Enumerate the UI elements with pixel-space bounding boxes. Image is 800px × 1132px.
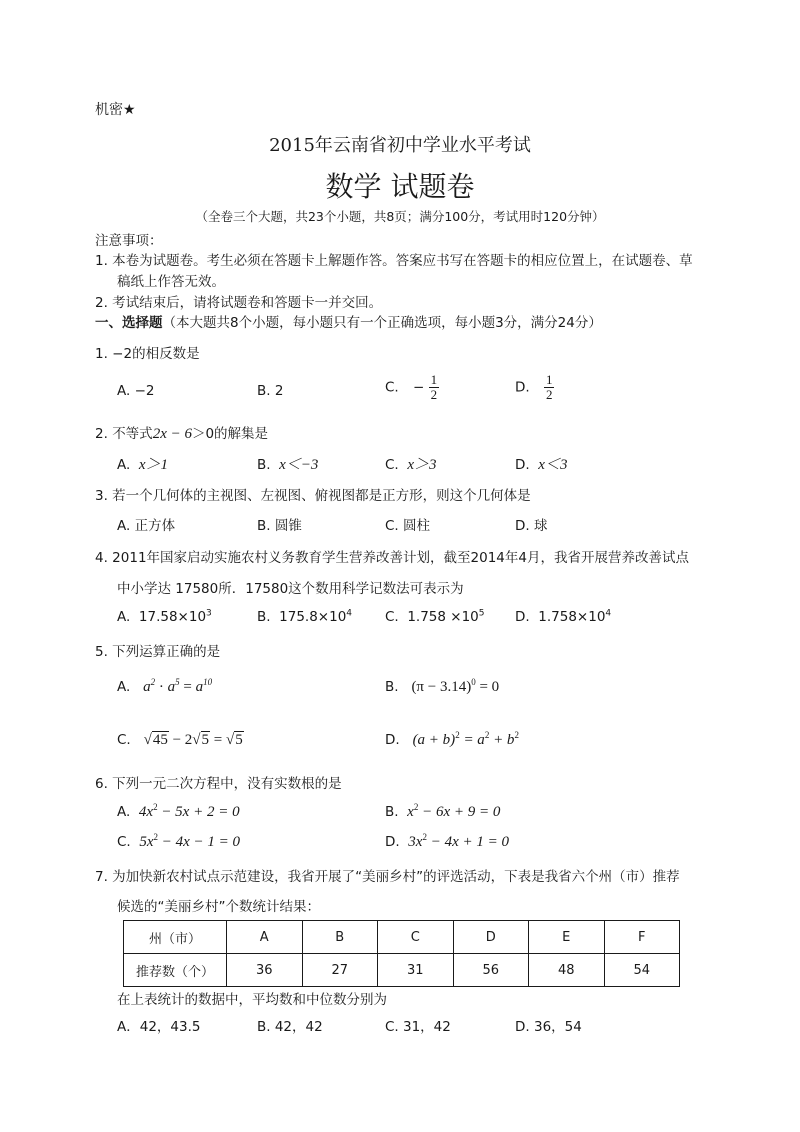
- q4-option-a-exponent: 3: [206, 608, 212, 619]
- q5-option-b-label: B.: [385, 679, 399, 695]
- q4-option-c-label: C.: [385, 609, 399, 625]
- q5-option-d-exponent: 2: [455, 730, 460, 740]
- q2-stem: [95, 422, 268, 443]
- notes-item-1-cont: 稿纸上作答无效。: [117, 274, 225, 290]
- table-cell: E: [529, 921, 605, 954]
- q2-expression: 2x − 6: [152, 426, 192, 442]
- q4-option-c-exponent: 5: [478, 608, 485, 619]
- q2-option-b-value: x＜−3: [279, 457, 319, 473]
- q5-option-c-middle: − 2: [168, 732, 193, 748]
- table-cell: 州（市）: [124, 921, 227, 954]
- q7-stats-table: [123, 920, 680, 987]
- q5-option-c-label: C.: [117, 732, 131, 748]
- q6-option-d-label: D.: [385, 834, 400, 850]
- paper-info: （全卷三个大题，共23个小题，共8页；满分100分，考试用时120分钟）: [195, 209, 605, 224]
- q5-option-a: A. $a^2 \cdot a^5 = a^{10}$: [117, 677, 213, 695]
- q6-option-d-pre: 3x: [408, 834, 423, 850]
- q2-option-a-value: x＞1: [138, 457, 169, 473]
- notes-item-2: 2. 考试结束后，请将试题卷和答题卡一并交回。: [95, 295, 383, 311]
- q6-option-b-label: B.: [385, 804, 399, 820]
- q6-option-c: [117, 834, 240, 851]
- q4-option-c: [385, 609, 484, 625]
- section-heading: [95, 311, 602, 331]
- q2-option-d-value: x＜3: [538, 457, 568, 473]
- q6-option-d-post: − 4x + 1 = 0: [426, 834, 509, 850]
- table-cell: F: [604, 921, 680, 954]
- q3-option-d: D. 球: [515, 518, 548, 534]
- q7-option-d: D. 36，54: [515, 1019, 582, 1035]
- q4-option-b-label: B.: [257, 609, 271, 625]
- q1-option-d-numerator: 1: [545, 372, 553, 387]
- q7-option-a: A．42，43.5: [117, 1019, 201, 1035]
- q5-option-d-rhs: = a: [459, 732, 485, 748]
- q1-stem: 1. −2的相反数是: [95, 346, 200, 362]
- section-desc: （本大题共8个小题，每小题只有一个正确选项，每小题3分，满分24分）: [162, 315, 602, 331]
- table-cell: 31: [378, 954, 454, 987]
- q6-option-c-label: C.: [117, 834, 131, 850]
- q4-option-d-base: 1.758×10: [538, 609, 606, 625]
- q5-option-d-plus: + b: [489, 732, 515, 748]
- q5-option-d-exponent3: 2: [514, 730, 519, 740]
- q1-option-c-sign: −: [413, 379, 425, 396]
- q2-option-b: [257, 453, 318, 474]
- q5-option-a-exp3: 10: [203, 677, 213, 687]
- q5-stem: 5. 下列运算正确的是: [95, 644, 221, 660]
- q4-option-c-base: 1.758 ×10: [407, 609, 479, 625]
- table-cell: 推荐数（个）: [124, 954, 227, 987]
- table-cell: 56: [453, 954, 529, 987]
- q5-option-c-equals: =: [210, 732, 226, 748]
- q5-option-c-radicand3: 5: [235, 732, 243, 748]
- q2-option-b-label: B.: [257, 457, 271, 473]
- q2-number: 2.: [95, 426, 108, 442]
- q4-stem-cont: 中小学达 17580所．17580这个数用科学记数法可表示为: [117, 581, 464, 597]
- q1-option-b: B. 2: [257, 383, 284, 399]
- q3-option-b: B. 圆锥: [257, 518, 302, 534]
- table-cell: 54: [604, 954, 680, 987]
- q6-option-d-exponent: 2: [422, 832, 427, 842]
- table-cell: A: [227, 921, 303, 954]
- q4-option-a-base: 17.58×10: [138, 609, 207, 625]
- q6-option-a-pre: 4x: [138, 804, 154, 820]
- q5-option-d-label: D.: [385, 732, 400, 748]
- paper-title: 数学 试题卷: [325, 170, 475, 203]
- q5-option-d-expression: (a + b): [412, 732, 456, 748]
- q5-option-b: [385, 679, 499, 696]
- table-cell: C: [378, 921, 454, 954]
- q7-question: 在上表统计的数据中，平均数和中位数分别为: [117, 992, 387, 1008]
- q2-option-a-label: A.: [117, 457, 131, 473]
- q1-option-d: [515, 373, 554, 402]
- q4-option-b-exponent: 4: [346, 608, 353, 619]
- q5-option-a-label: A.: [117, 679, 131, 695]
- q5-option-c-radicand1: 45: [152, 732, 168, 748]
- q6-option-a-exponent: 2: [153, 802, 158, 812]
- q5-option-a-exp2: 5: [175, 677, 180, 687]
- q2-option-c-value: x＞3: [407, 457, 437, 473]
- q6-option-b-pre: x: [407, 804, 414, 820]
- q5-option-d-exponent2: 2: [484, 730, 490, 740]
- q4-option-a-label: A.: [117, 609, 131, 625]
- q7-option-b: B. 42，42: [257, 1019, 323, 1035]
- q3-option-a: A. 正方体: [117, 518, 176, 534]
- q1-option-c: [385, 373, 439, 402]
- q1-option-d-denominator: 2: [545, 387, 553, 402]
- q4-stem: 4. 2011年国家启动实施农村义务教育学生营养改善计划，截至2014年4月，我省开展营养改善试点: [95, 550, 689, 566]
- section-title: 一、选择题: [95, 315, 163, 331]
- q6-option-c-exponent: 2: [153, 832, 158, 842]
- secret-mark: 机密★: [95, 102, 136, 118]
- q6-option-c-pre: 5x: [139, 834, 154, 850]
- q5-option-c: C. √45 − 2√5 = √5: [117, 732, 243, 748]
- q2-stem-post: ＞0的解集是: [191, 426, 269, 442]
- q1-option-a: A. −2: [117, 383, 155, 399]
- q2-option-c: [385, 453, 436, 474]
- q4-option-d-label: D.: [515, 609, 530, 625]
- q1-option-c-label: C.: [385, 379, 399, 396]
- table-cell: B: [302, 921, 378, 954]
- q6-option-d: [385, 834, 509, 851]
- q1-option-c-numerator: 1: [430, 372, 438, 387]
- q3-option-c: C. 圆柱: [385, 518, 431, 534]
- table-cell: 27: [302, 954, 378, 987]
- table-row: [124, 954, 680, 987]
- q4-option-d: [515, 609, 611, 625]
- q6-option-b-post: − 6x + 9 = 0: [418, 804, 501, 820]
- q6-option-b-exponent: 2: [413, 802, 419, 812]
- table-cell: 48: [529, 954, 605, 987]
- notes-item-1: 1. 本卷为试题卷。考生必须在答题卡上解题作答。答案应书写在答题卡的相应位置上，在试题卷、草: [95, 253, 693, 269]
- q5-option-b-expression: (π − 3.14): [411, 679, 472, 695]
- table-row: [124, 921, 680, 954]
- q6-option-a-label: A.: [117, 804, 131, 820]
- q5-option-b-exponent: 0: [471, 677, 476, 687]
- exam-title: 2015年云南省初中学业水平考试: [269, 135, 531, 156]
- q7-stem-cont: 候选的“美丽乡村”个数统计结果：: [117, 899, 320, 915]
- q3-stem: 3. 若一个几何体的主视图、左视图、俯视图都是正方形，则这个几何体是: [95, 488, 531, 504]
- q1-option-d-label: D.: [515, 379, 530, 396]
- q5-option-b-rhs: = 0: [475, 679, 500, 695]
- q6-option-c-post: − 4x − 1 = 0: [157, 834, 241, 850]
- table-cell: D: [453, 921, 529, 954]
- q4-option-b: [257, 609, 352, 625]
- q5-option-d: [385, 732, 519, 749]
- q6-option-a-post: − 5x + 2 = 0: [157, 804, 240, 820]
- q1-option-c-denominator: 2: [430, 387, 438, 402]
- q5-option-a-exp1: 2: [150, 677, 156, 687]
- q7-option-c: C. 31，42: [385, 1019, 451, 1035]
- q4-option-d-exponent: 4: [605, 608, 612, 619]
- q7-stem: 7. 为加快新农村试点示范建设，我省开展了“美丽乡村”的评选活动，下表是我省六个州（市）推荐: [95, 869, 680, 885]
- q2-option-a: [117, 453, 168, 474]
- q6-option-b: [385, 804, 500, 821]
- q2-option-d-label: D.: [515, 457, 530, 473]
- q4-option-b-base: 175.8×10: [279, 609, 347, 625]
- q6-stem: 6. 下列一元二次方程中，没有实数根的是: [95, 776, 342, 792]
- q6-option-a: [117, 804, 240, 821]
- notes-heading: 注意事项：: [95, 233, 163, 249]
- q2-stem-pre: 不等式: [112, 426, 153, 442]
- q2-option-d: [515, 453, 567, 474]
- q4-option-a: [117, 609, 212, 625]
- table-cell: 36: [227, 954, 303, 987]
- q5-option-c-radicand2: 5: [201, 732, 210, 748]
- q2-option-c-label: C.: [385, 457, 399, 473]
